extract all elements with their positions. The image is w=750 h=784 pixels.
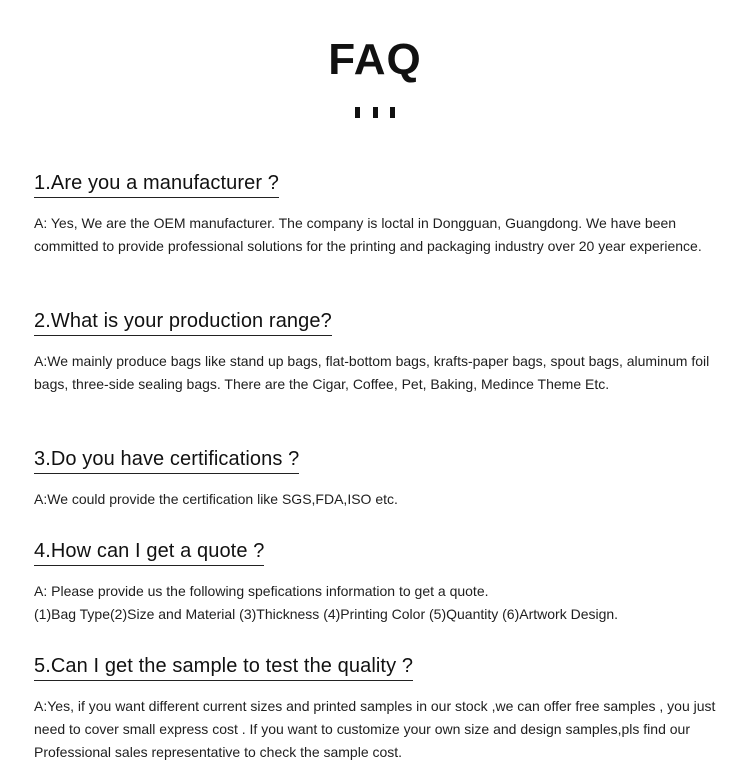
faq-question: 4.How can I get a quote ? bbox=[34, 538, 264, 566]
faq-item-1 bbox=[34, 170, 724, 258]
faq-item-4 bbox=[34, 538, 724, 626]
faq-question: 5.Can I get the sample to test the quality ? bbox=[34, 653, 413, 681]
faq-answer-line: A: Yes, We are the OEM manufacturer. The company is loctal in Dongguan, Guangdong. We have been committed to provide professional solutions for the printing and packaging industry over 20 year experience. bbox=[34, 215, 702, 254]
faq-question: 2.What is your production range? bbox=[34, 308, 332, 336]
faq-question: 3.Do you have certifications ? bbox=[34, 446, 299, 474]
faq-answer-line: (1)Bag Type(2)Size and Material (3)Thickness (4)Printing Color (5)Quantity (6)Artwork Design. bbox=[34, 606, 619, 622]
faq-item-2 bbox=[34, 308, 724, 396]
faq-answer bbox=[34, 695, 724, 764]
faq-answer bbox=[34, 350, 724, 396]
faq-answer-line: A: Please provide us the following spefications information to get a quote. bbox=[34, 583, 489, 599]
faq-answer-line: A:Yes, if you want different current sizes and printed samples in our stock ,we can offer free samples , you just need to cover small express cost . If you want to customize your own size and design samples,pls find our Professional sales representative to check the sample cost. bbox=[34, 698, 716, 760]
faq-answer bbox=[34, 488, 724, 511]
divider-dot bbox=[390, 107, 395, 118]
faq-answer-line: A:We could provide the certification like SGS,FDA,ISO etc. bbox=[34, 491, 398, 507]
faq-answer bbox=[34, 212, 724, 258]
faq-answer-line: A:We mainly produce bags like stand up bags, flat-bottom bags, krafts-paper bags, spout bags, aluminum foil bags, three-side sealing bags. There are the Cigar, Coffee, Pet, Baking, Medince Theme Etc. bbox=[34, 353, 710, 392]
title-divider-dots bbox=[355, 107, 395, 119]
faq-question: 1.Are you a manufacturer ? bbox=[34, 170, 279, 198]
faq-answer bbox=[34, 580, 724, 626]
divider-dot bbox=[373, 107, 378, 118]
faq-item-5 bbox=[34, 653, 724, 764]
page-title: FAQ bbox=[328, 35, 422, 84]
faq-item-3 bbox=[34, 446, 724, 511]
divider-dot bbox=[355, 107, 360, 118]
